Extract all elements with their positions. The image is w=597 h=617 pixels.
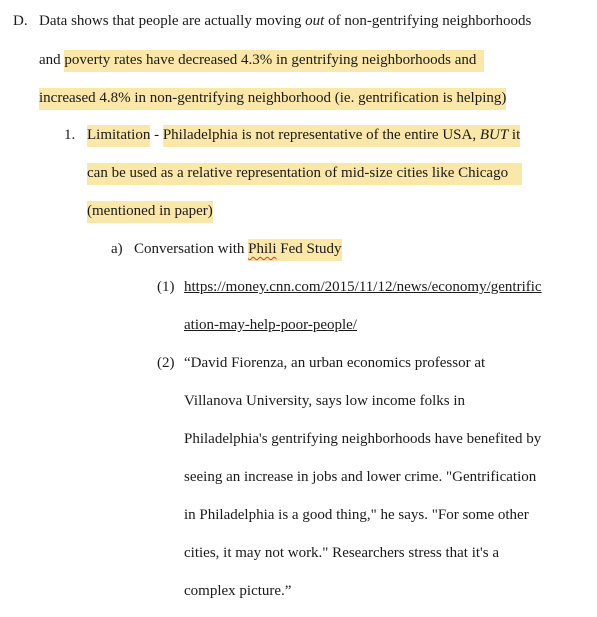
item-d-highlight-2: increased 4.8% in non-gentrifying neighborhood (ie. gentrification is helping) xyxy=(39,88,506,110)
item-1-dash: - xyxy=(150,127,163,143)
quote-line-5: in Philadelphia is a good thing," he says. "For some other xyxy=(184,507,529,523)
item-d-line-3 xyxy=(39,88,506,109)
item-1-line-3 xyxy=(87,202,213,221)
list-marker-paren-1: (1) xyxy=(157,279,175,295)
item-d-text-a: Data shows that people are actually moving xyxy=(39,13,306,29)
item-d-emphasis: out xyxy=(305,13,325,29)
item-paren-1-line-1 xyxy=(184,278,542,297)
list-marker-d: D. xyxy=(13,13,28,29)
quote-line-1: “David Fiorenza, an urban economics professor at xyxy=(184,355,486,371)
source-link-part-2[interactable]: ation-may-help-poor-people/ xyxy=(184,317,357,333)
quote-line-2: Villanova University, says low income folks in xyxy=(184,393,466,409)
quote-line-6: cities, it may not work." Researchers stress that it's a xyxy=(184,545,499,561)
item-1-limitation: Limitation xyxy=(87,125,150,147)
item-1-line-1 xyxy=(87,126,520,145)
item-d-line-2-plain: and xyxy=(39,52,65,68)
source-link-part-1[interactable]: https://money.cnn.com/2015/11/12/news/economy/gentrific xyxy=(184,279,542,295)
list-marker-paren-2: (2) xyxy=(157,355,175,371)
item-paren-1-line-2 xyxy=(184,316,357,335)
item-1-highlight-2: can be used as a relative representation of mid-size cities like Chicago xyxy=(87,163,522,185)
item-d-line-1 xyxy=(39,12,531,31)
list-marker-a: a) xyxy=(111,241,123,257)
item-1-highlight-3: (mentioned in paper) xyxy=(87,201,213,223)
item-d-line-2 xyxy=(39,50,484,71)
item-d-highlight-1: poverty rates have decreased 4.3% in gentrifying neighborhoods and xyxy=(64,50,484,72)
item-a-line xyxy=(134,240,342,259)
item-d-text-b: of non-gentrifying neighborhoods xyxy=(324,13,532,29)
item-1-line-2 xyxy=(87,164,522,183)
item-a-text-a: Conversation with xyxy=(134,241,249,257)
quote-line-7: complex picture.” xyxy=(184,583,292,599)
item-a-spellcheck-word: Phili xyxy=(248,241,277,257)
quote-line-3: Philadelphia's gentrifying neighborhoods have benefited by xyxy=(184,431,542,447)
item-a-highlight: Phili Fed Study xyxy=(248,239,341,261)
item-1-highlight-1: Philadelphia is not representative of the entire USA, BUT it xyxy=(163,125,520,147)
item-1-emphasis: BUT xyxy=(479,127,509,143)
quote-line-4: seeing an increase in jobs and lower crime. "Gentrification xyxy=(184,469,537,485)
list-marker-1: 1. xyxy=(64,127,76,143)
